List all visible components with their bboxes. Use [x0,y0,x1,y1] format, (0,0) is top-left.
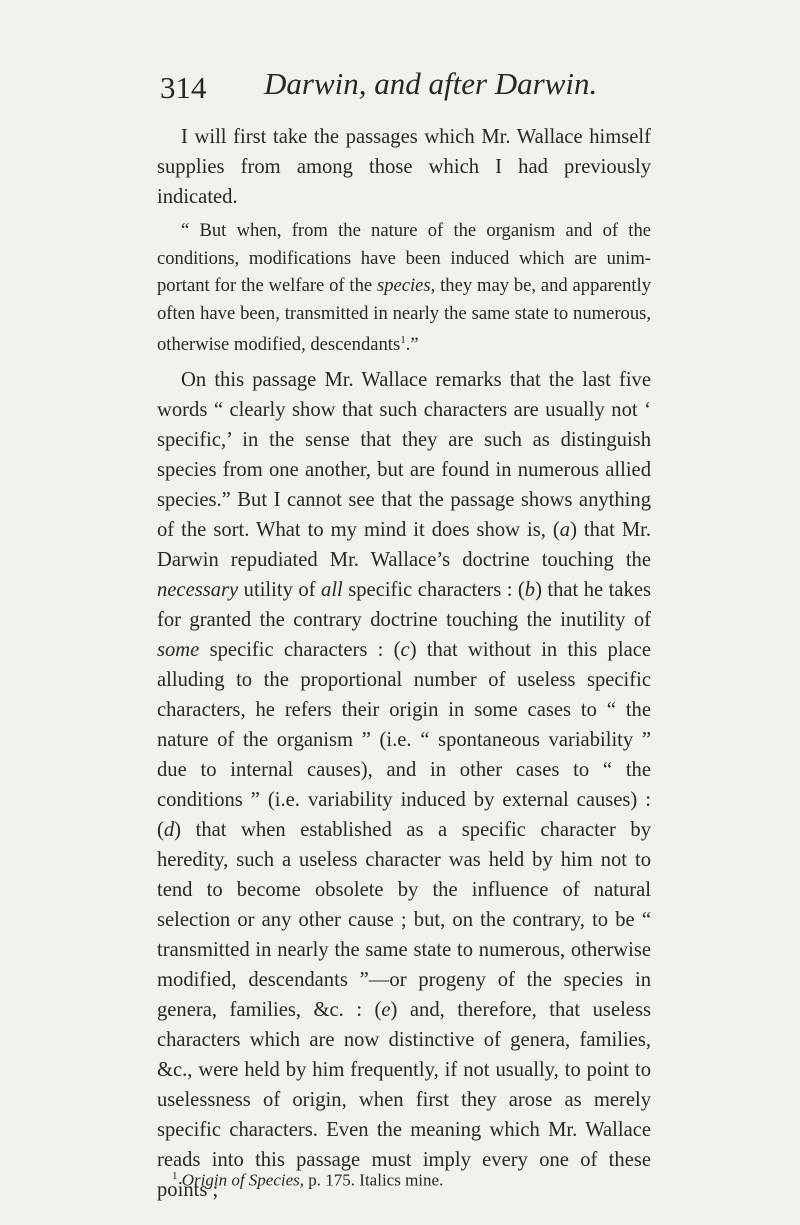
italic-some: some [157,638,200,661]
letter-b: b [524,578,536,601]
footnote-mark: 1 [172,1170,178,1182]
commentary-text-e: ) that he takes for granted the contrary doctrine touching the inutility of [157,578,651,631]
paragraph-intro: I will first take the passages which Mr. Wallace himself supplies from among those which I had previously indicated. [157,126,651,208]
quote-text-b: , they may be, and apparently often have been, transmitted in nearly the same state to numerous, otherwise modified, descendants [157,275,651,356]
quotation-paragraph [157,217,651,359]
commentary-text-f: specific characters : ( [199,638,401,661]
footnote [172,1170,652,1191]
paragraph-commentary [157,365,651,1205]
commentary-text-g: ) that without in this place alluding to the proportional number of useless specific characters, he refers their origin in some cases to “ the nature of the organism ” (i.e. “ spontaneous variability ” due to internal causes), and in other cases to “ the conditions ” (i.e. variability induced by external causes) : ( [157,638,651,841]
page-header [160,66,680,110]
quote-italic-species: species [376,275,431,296]
letter-d: d [163,818,175,841]
running-title: Darwin, and after Darwin. [264,66,598,101]
letter-e: e [381,998,391,1021]
commentary-text-d: specific characters : ( [342,578,525,601]
footnote-text: p. 175. Italics mine. [304,1170,444,1190]
commentary-text-b: ) that Mr. Darwin repudiated Mr. Wallace’s doctrine touching the [157,518,651,571]
page-number: 314 [160,70,207,105]
commentary-text-i: ) and, therefore, that useless characters which are now distinctive of genera, families, &c., were held by him frequently, if not usually, to point to uselessness of origin, when first they arose as merely specific characters. Even the meaning which Mr. Wallace reads into this passage must imply every one of these points ; [157,998,651,1201]
quote-text-end: .” [405,334,419,356]
letter-a: a [559,518,571,541]
commentary-text-a: On this passage Mr. Wallace remarks that the last five words “ clearly show that such characters are usually not ‘ specific,’ in the sense that they are such as distinguish species from one another, but are found in numerous allied species.” But I cannot see that the passage shows anything of the sort. What to my mind it does show is, ( [157,368,651,541]
footnote-reference: 1 [400,334,406,346]
quote-text-a: “ But when, from the nature of the organism and of the conditions, modifications have been induced which are unimportant for the welfare of the [157,220,651,296]
body-text [157,122,651,1205]
commentary-text-h: ) that when established as a specific character by heredity, such a useless character was held by him not to tend to become obsolete by the influence of natural selection or any other cause ; but, on the contrary, to be “ transmitted in nearly the same state to numerous, otherwise modified, descendants ”—or progeny of the species in genera, families, &c. : ( [157,818,651,1021]
letter-c: c [400,638,410,661]
italic-all: all [321,578,343,601]
italic-necessary: necessary [157,578,239,601]
footnote-title: Origin of Species, [181,1170,305,1190]
commentary-text-c: utility of [238,578,322,601]
